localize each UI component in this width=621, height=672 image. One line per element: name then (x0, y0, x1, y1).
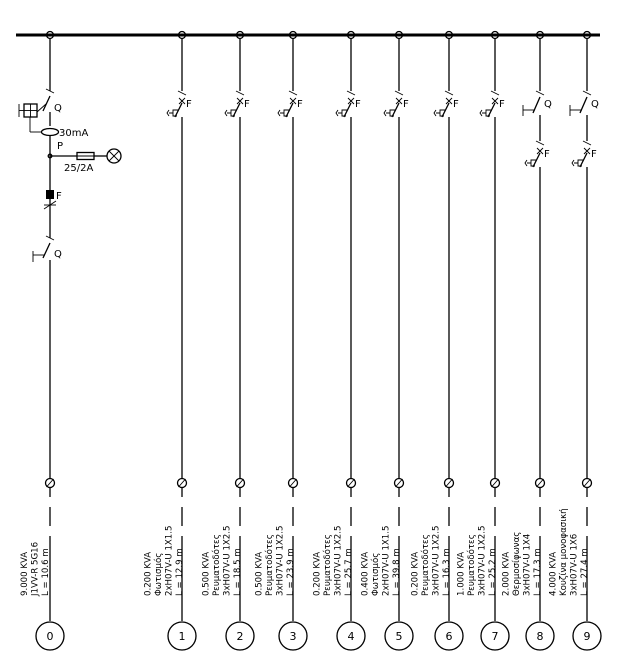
cable-text: 2xH07V-U 1X1.5 (381, 525, 392, 596)
cable-text: 0.200 KVA (312, 551, 323, 596)
circuit-5 (361, 32, 414, 651)
circuit-number: 0 (46, 630, 54, 643)
circuit-number: 8 (536, 630, 544, 643)
cable-text: L = 25.2 m (488, 548, 498, 596)
breaker-f-label: F (403, 99, 409, 110)
cable-text: 3xH07V-U 1X2.5 (477, 525, 488, 596)
cable-text: Ρευματοδότες (323, 534, 333, 596)
main-incomer (19, 32, 121, 479)
cable-text: L = 39.8 m (392, 548, 402, 596)
cable-text: 9.000 KVA (20, 551, 30, 596)
circuit-9 (549, 32, 602, 651)
cable-text: 3xH07V-U 1X2.5 (431, 525, 442, 596)
circuit-number: 5 (395, 630, 403, 643)
cable-text: J1VV-R 5G16 (30, 541, 41, 596)
cable-text: 0.500 KVA (254, 551, 265, 596)
cable-text: 2xH07V-U 1X1.5 (164, 525, 175, 596)
circuit-number: 2 (236, 630, 244, 643)
circuit-1 (144, 32, 197, 651)
cable-text: 0.500 KVA (201, 551, 212, 596)
cable-text: 3xH07V-U 1X2.5 (333, 525, 344, 596)
cable-text: 0.400 KVA (360, 551, 371, 596)
circuit-4 (313, 32, 366, 651)
cable-text: 3xH07V-U 1X4 (522, 533, 533, 596)
surge-protector-label: F (56, 191, 62, 202)
main-switch-q-2 (33, 236, 62, 478)
cable-text: 4.000 KVA (548, 551, 559, 596)
circuit-number: 1 (178, 630, 186, 643)
cable-text: 3xH07V-U 1X6 (569, 533, 580, 596)
cable-text: Φωτισμός (371, 552, 381, 596)
outgoing-circuits (20, 32, 601, 651)
breaker-f-label: F (355, 99, 361, 110)
main-switch-q (43, 89, 62, 126)
cable-text: L = 18.5 m (233, 548, 243, 596)
cable-text: Ρευματοδότες (421, 534, 431, 596)
circuit-0 (20, 479, 64, 651)
breaker-f-label: F (186, 99, 192, 110)
cable-text: L = 10.6 m (41, 548, 51, 596)
cable-text: L = 25.7 m (344, 548, 354, 596)
cable-text: 3xH07V-U 1X2.5 (222, 525, 233, 596)
cable-text: Ρευματοδότες (467, 534, 477, 596)
cable-text: 3xH07V-U 1X2.5 (275, 525, 286, 596)
cable-text: 1.000 KVA (456, 551, 467, 596)
indicator-lamp-branch (48, 149, 121, 174)
cable-text: Ρευματοδότες (212, 534, 222, 596)
circuit-2 (202, 32, 255, 651)
p-label: P (57, 141, 64, 152)
circuit-number: 4 (347, 630, 355, 643)
circuit-6 (411, 32, 464, 651)
cable-text: Θερμοσίφωνας (512, 531, 522, 596)
lamp-icon (107, 149, 121, 163)
cable-text: L = 16.3 m (442, 548, 452, 596)
fuse-label: 25/2A (64, 163, 94, 174)
rcd-label: 30mA (59, 128, 89, 139)
surge-protector-f (44, 190, 62, 212)
breaker-f-label: F (591, 149, 597, 160)
main-switch-q-label: Q (54, 103, 62, 114)
breaker-f-label: F (544, 149, 550, 160)
cable-text: Κουζίνα μονοφασική (559, 508, 569, 596)
circuit-number: 9 (583, 630, 591, 643)
rcd-30ma (30, 117, 88, 139)
switch-q-label: Q (591, 99, 599, 110)
circuit-3 (255, 32, 308, 651)
cable-text: 0.200 KVA (410, 551, 421, 596)
cable-text: L = 23.9 m (286, 548, 296, 596)
circuit-number: 7 (491, 630, 499, 643)
main-switch-q2-label: Q (54, 249, 62, 260)
cable-text: 2.000 KVA (501, 551, 512, 596)
cable-text: L = 27.4 m (580, 548, 590, 596)
switch-q-label: Q (544, 99, 552, 110)
rcd-test-box (19, 104, 46, 117)
breaker-f-label: F (453, 99, 459, 110)
breaker-f-label: F (244, 99, 250, 110)
circuit-number: 6 (445, 630, 453, 643)
cable-text: L = 12.9 m (175, 548, 185, 596)
circuit-8 (502, 32, 555, 651)
cable-text: Φωτισμός (154, 552, 164, 596)
cable-text: 0.200 KVA (143, 551, 154, 596)
cable-text: L = 17.3 m (533, 548, 543, 596)
circuit-number: 3 (289, 630, 297, 643)
cable-text: Ρευματοδότες (265, 534, 275, 596)
breaker-f-label: F (499, 99, 505, 110)
breaker-f-label: F (297, 99, 303, 110)
